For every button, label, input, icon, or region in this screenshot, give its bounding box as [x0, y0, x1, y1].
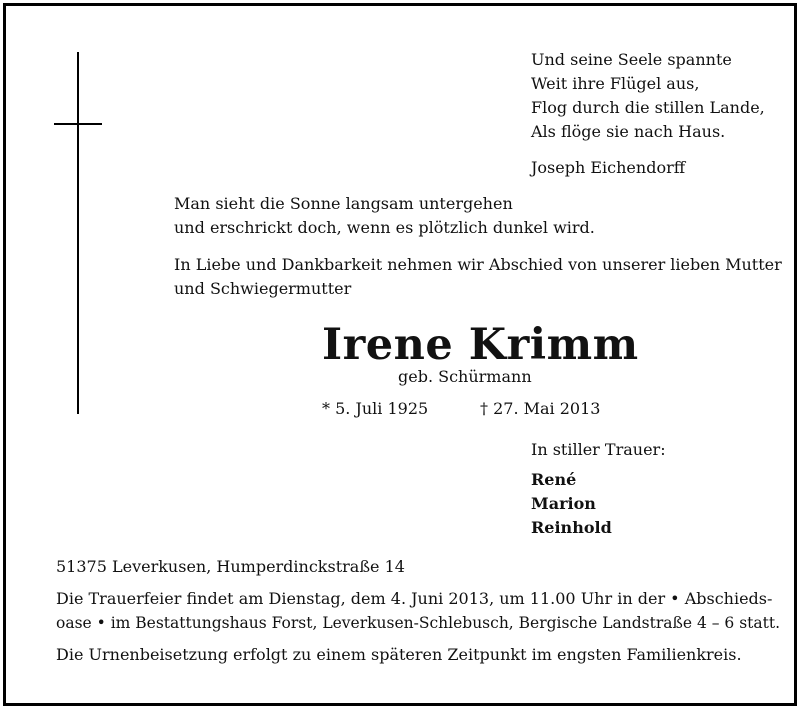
- poem-line: Weit ihre Flügel aus,: [531, 74, 700, 93]
- intro-line-1: In Liebe und Dankbarkeit nehmen wir Abschied von unserer lieben Mutter: [174, 255, 782, 274]
- deceased-name: Irene Krimm: [322, 320, 639, 370]
- cross-icon-horizontal: [54, 123, 102, 125]
- poem: [531, 48, 765, 144]
- saying-line-1: Man sieht die Sonne langsam untergehen: [174, 194, 513, 213]
- maiden-name: geb. Schürmann: [398, 367, 532, 386]
- poem-author: Joseph Eichendorff: [531, 158, 686, 177]
- cross-icon-vertical: [77, 52, 79, 414]
- mourner-name: Marion: [531, 494, 596, 513]
- urn-note: Die Urnenbeisetzung erfolgt zu einem späteren Zeitpunkt im engsten Familienkreis.: [56, 645, 742, 664]
- poem-line: Flog durch die stillen Lande,: [531, 98, 765, 117]
- funeral-line-1: Die Trauerfeier findet am Dienstag, dem 4. Juni 2013, um 11.00 Uhr in der • Abschieds-: [56, 589, 773, 608]
- mourner-name: Reinhold: [531, 518, 612, 537]
- mourner-name: René: [531, 470, 577, 489]
- mourners-heading: In stiller Trauer:: [531, 440, 666, 459]
- birth-date: * 5. Juli 1925: [322, 399, 429, 418]
- address: 51375 Leverkusen, Humperdinckstraße 14: [56, 557, 405, 576]
- intro-line-2: und Schwiegermutter: [174, 279, 352, 298]
- poem-line: Als flöge sie nach Haus.: [531, 122, 726, 141]
- death-date: † 27. Mai 2013: [480, 399, 601, 418]
- poem-line: Und seine Seele spannte: [531, 50, 732, 69]
- saying-line-2: und erschrickt doch, wenn es plötzlich dunkel wird.: [174, 218, 595, 237]
- funeral-line-2: oase • im Bestattungshaus Forst, Leverkusen-Schlebusch, Bergische Landstraße 4 – 6 statt.: [56, 614, 781, 632]
